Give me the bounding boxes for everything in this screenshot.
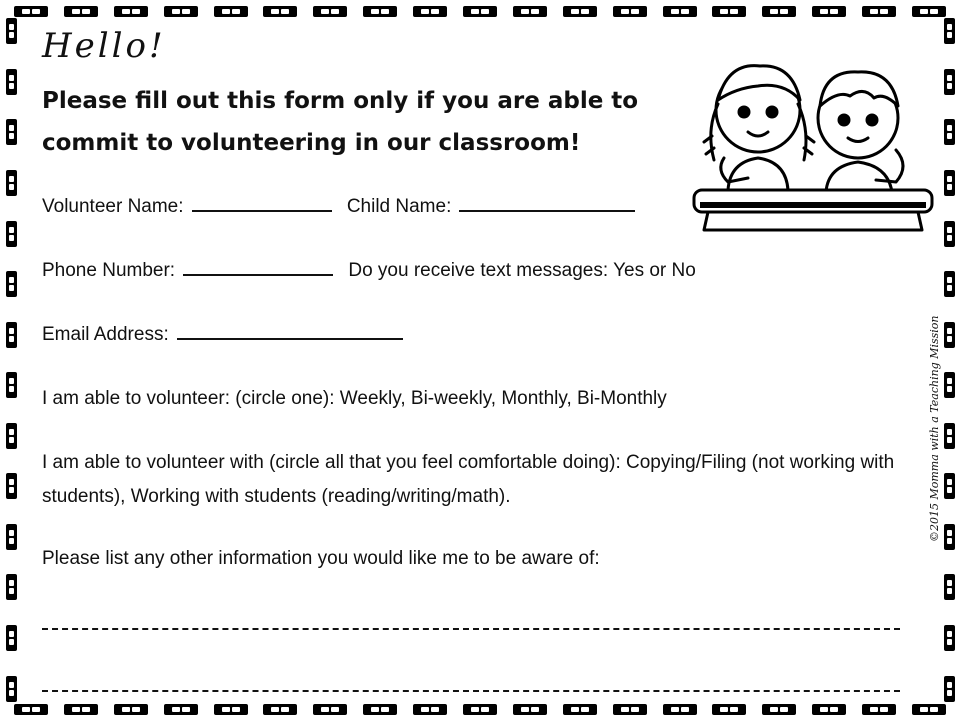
email-blank[interactable] xyxy=(177,337,403,340)
border-bottom xyxy=(0,698,960,720)
writing-line-2[interactable] xyxy=(42,690,900,692)
intro-text: Please fill out this form only if you are able to commit to volunteering in our classroom! xyxy=(42,88,639,156)
volunteer-name-row xyxy=(42,196,645,218)
writing-line-1[interactable] xyxy=(42,628,900,630)
border-top xyxy=(0,0,960,22)
kids-at-desk-icon xyxy=(688,40,938,240)
phone-number-blank[interactable] xyxy=(183,273,333,276)
copyright-text: ©2015 Momma with a Teaching Mission xyxy=(928,315,941,542)
text-messages-question: Do you receive text messages: Yes or No xyxy=(348,260,696,281)
email-row xyxy=(42,324,413,346)
volunteer-name-label: Volunteer Name: xyxy=(42,196,184,217)
border-left xyxy=(0,0,22,720)
child-name-label: Child Name: xyxy=(346,196,452,217)
other-info-prompt: Please list any other information you would like me to be aware of: xyxy=(42,548,600,569)
greeting-heading: Hello! xyxy=(42,26,166,66)
volunteer-name-blank[interactable] xyxy=(192,209,332,212)
frequency-text: I am able to volunteer: (circle one): Weekly, Bi-weekly, Monthly, Bi-Monthly xyxy=(42,388,667,409)
activities-text: I am able to volunteer with (circle all that you feel comfortable doing): Copying/Filing (not working with students), Working with students (reading/writing/math). xyxy=(42,452,895,507)
child-name-blank[interactable] xyxy=(459,209,635,212)
border-right xyxy=(938,0,960,720)
email-label: Email Address: xyxy=(42,324,169,345)
phone-number-label: Phone Number: xyxy=(42,260,176,281)
phone-row xyxy=(42,260,696,282)
